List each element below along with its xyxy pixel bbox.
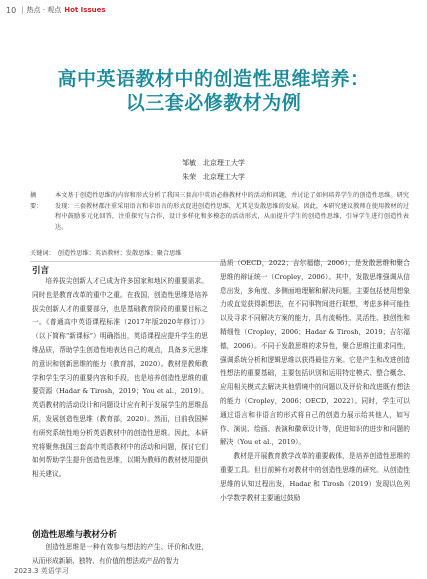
section-heading-intro: 引言 — [32, 266, 50, 276]
abstract-text: 本文基于创造性思维的内容和形式分析了我国三套高中英语必修教材中的活动和问题，并讨论了如何培养学生的创造性思维。研究发现：三套教材都注重采用语言和非语言的形式促进创造性思维，尤其是发散思维的发展。因此，本研究建议教师在使用教材的过程中鼓励多元化回答，注重探究与合作，设计多样化和多模态的活动形式，从而提升学生的创造性思维，引导学生进行创造性表达。 — [55, 192, 409, 232]
right-column — [220, 257, 410, 505]
author-1-affiliation: 北京理工大学 — [202, 159, 245, 167]
right-paragraph-1: 品质（OECD，2022；吉尔福德，2006），是发散思维和聚合思维的辩证统一（Cropley，2006）。其中，发散思维强调从信息出发，多角度、多侧面地理解和解决问题，主要包括使用想象力或直觉获得新想法，在不同事物间进行联想，考虑多种可能性以及寻求不同解决方案的能力，具有流畅性、灵活性、独创性和精细性（Cropley，2006；Hadar & Tirosh，2019；吉尔福德，2006）。不同于发散思维的求异性，聚合思维注重求同性，强调系统分析和逻辑思维以获得最佳方案。它是产生和改进创造性想法的重要基础，主要包括识别和运用特定模式、整合概念、应用相关模式去解决其他情境中的问题以及评价和改进既有想法的能力（Cropley，2006；OECD，2022）。同时，学生可以通过语言和非语言的形式将自己的创造力展示给其他人，如写作、演说、绘画、表演和徽章设计等，促进知识的进步和问题的解决（You et al.，2019）。 — [220, 259, 410, 447]
definition-paragraph: 创造性思维是一种有效参与想法的产生、评价和改进，从而形成新颖、独特、有价值的想法或产品的智力 — [32, 543, 208, 565]
page-header — [6, 4, 106, 16]
page-number: 10 — [6, 5, 17, 15]
page-footer: 2023.3 英语学习 — [14, 567, 69, 575]
right-paragraph-2: 教材是开展教育教学改革的重要载体，是培养创造性思维的重要工具。但目前鲜有对教材中的创造性思维的研究。从创造性思维的认知过程出发，Hadar 和 Tirosh（2019）发现以色列小学数学教材主要通过鼓励 — [220, 452, 410, 502]
section-heading-definition: 创造性思维与教材分析 — [32, 530, 118, 540]
author-2-name: 朱荣 — [182, 173, 197, 181]
author-2 — [0, 172, 427, 182]
keywords — [30, 248, 409, 257]
article-title-line-1: 高中英语教材中的创造性思维培养： — [57, 68, 370, 90]
author-1 — [0, 158, 427, 168]
intro-paragraph: 培养拔尖创新人才已成为许多国家和地区的重要需求。同时也是教育改革的重中之重。在我国，创造性思维是培养拔尖创新人才的重要部分，也是基础教育阶段的重要目标之一。《普通高中英语课程标准（2017年版2020年修订）》（以下简称“新课标”）明确指出，英语课程应提升学生的思维品质，帮助学生创造性地表达自己的观点，具备多元思维的意识和创新思维的能力（教育部，2020）。教材是教师教学和学生学习的重要内容和手段，也是培养创造性思维的重要资源（Hadar & Tirosh，2019；You et al.，2019）。英语教材的活动设计和问题设计应有利于发展学生的思维品质，发展创造性思维（教育部，2020）。然而，目前我国鲜有研究系统性地分析英语教材中的创造性思维。因此，本研究将聚焦我国三套高中英语教材中的活动和问题，探讨它们如何帮助学生提升创造性思维，以期为教师的教材使用提供相关建议。 — [32, 277, 208, 479]
keywords-label: 关键词： — [30, 250, 55, 257]
author-1-name: 邹敏 — [182, 159, 197, 167]
header-section: 热点 · 观点 — [26, 6, 62, 14]
author-2-affiliation: 北京理工大学 — [202, 173, 245, 181]
definition-column — [32, 541, 208, 569]
keywords-text: 创造性思维；英语教材；发散思维；聚合思维 — [57, 250, 182, 257]
header-section-en: Hot Issues — [64, 6, 106, 14]
intro-column — [32, 275, 208, 482]
abstract-label: 摘 要： — [30, 192, 43, 210]
article-title-line-2: 以三套必修教材为例 — [125, 92, 302, 114]
header-divider: | — [21, 6, 24, 14]
abstract — [30, 191, 409, 245]
